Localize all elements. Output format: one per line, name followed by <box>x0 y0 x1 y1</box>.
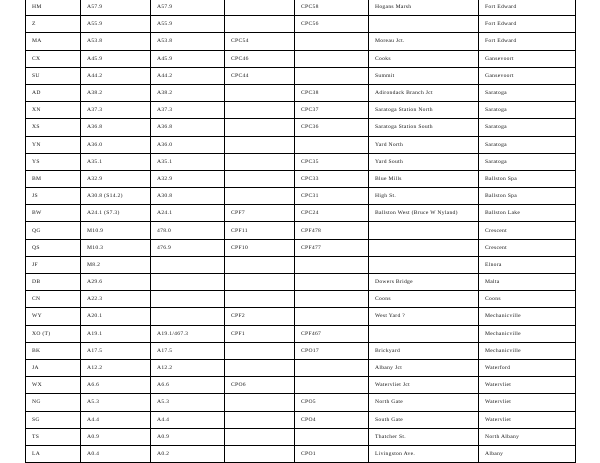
alt-milepost-cell: A24.1 <box>151 205 225 222</box>
table-row <box>26 342 576 359</box>
milepost-cell: A38.2 <box>81 84 151 101</box>
milepost-cell: A17.5 <box>81 342 151 359</box>
code-cell: Z <box>26 16 81 33</box>
milepost-cell: A37.3 <box>81 102 151 119</box>
milepost-cell: A36.8 <box>81 119 151 136</box>
code-cell: WY <box>26 308 81 325</box>
town-cell: Mechanicville <box>479 308 576 325</box>
code-cell: WX <box>26 377 81 394</box>
town-cell: Gansevoort <box>479 67 576 84</box>
town-cell: Mechanicville <box>479 325 576 342</box>
milepost-cell: A45.9 <box>81 50 151 67</box>
location-cell <box>369 256 479 273</box>
alt-milepost-cell: A35.1 <box>151 153 225 170</box>
cp-cell: CPF11 <box>225 222 295 239</box>
milepost-cell: A0.9 <box>81 428 151 445</box>
table-row <box>26 308 576 325</box>
cp-cell <box>225 170 295 187</box>
location-cell: Livingston Ave. <box>369 445 479 462</box>
town-cell: Ballston Spa <box>479 188 576 205</box>
alt-milepost-cell: A57.9 <box>151 0 225 16</box>
alt-milepost-cell <box>151 291 225 308</box>
milepost-cell: A36.0 <box>81 136 151 153</box>
milepost-cell: A35.1 <box>81 153 151 170</box>
alt-milepost-cell: A6.6 <box>151 377 225 394</box>
cp-alt-cell: CPC56 <box>295 16 369 33</box>
town-cell: Mechanicville <box>479 342 576 359</box>
cp-alt-cell <box>295 274 369 291</box>
cp-cell <box>225 274 295 291</box>
table-row <box>26 256 576 273</box>
table-row <box>26 359 576 376</box>
location-cell: Yard South <box>369 153 479 170</box>
cp-cell <box>225 102 295 119</box>
cp-cell <box>225 291 295 308</box>
cp-alt-cell: CPC33 <box>295 170 369 187</box>
code-cell: LA <box>26 445 81 462</box>
town-cell: Crescent <box>479 222 576 239</box>
location-cell: Thatcher St. <box>369 428 479 445</box>
milepost-cell: A57.9 <box>81 0 151 16</box>
cp-alt-cell: CPC37 <box>295 102 369 119</box>
cp-cell: CPF1 <box>225 325 295 342</box>
milepost-cell: A20.1 <box>81 308 151 325</box>
cp-alt-cell: CPC38 <box>295 84 369 101</box>
town-cell: North Albany <box>479 428 576 445</box>
cp-alt-cell <box>295 136 369 153</box>
station-table <box>25 0 576 463</box>
table-row <box>26 136 576 153</box>
table-row <box>26 84 576 101</box>
alt-milepost-cell: A36.0 <box>151 136 225 153</box>
alt-milepost-cell: A44.2 <box>151 67 225 84</box>
code-cell: AD <box>26 84 81 101</box>
town-cell: Malta <box>479 274 576 291</box>
location-cell: High St. <box>369 188 479 205</box>
location-cell: Hogans Marsh <box>369 0 479 16</box>
cp-alt-cell: CPO5 <box>295 394 369 411</box>
town-cell: Watervliet <box>479 377 576 394</box>
location-cell: Ballston West (Bruce W Nyland) <box>369 205 479 222</box>
cp-cell <box>225 0 295 16</box>
code-cell: JA <box>26 359 81 376</box>
code-cell: BW <box>26 205 81 222</box>
cp-cell: CPF2 <box>225 308 295 325</box>
town-cell: Saratoga <box>479 136 576 153</box>
milepost-cell: M10.3 <box>81 239 151 256</box>
cp-cell <box>225 256 295 273</box>
milepost-cell: A4.4 <box>81 411 151 428</box>
location-cell: Watervliet Jct <box>369 377 479 394</box>
table-row <box>26 119 576 136</box>
alt-milepost-cell: A17.5 <box>151 342 225 359</box>
cp-cell <box>225 342 295 359</box>
location-cell <box>369 325 479 342</box>
table-row <box>26 0 576 16</box>
table-row <box>26 411 576 428</box>
table-row <box>26 428 576 445</box>
table-row <box>26 188 576 205</box>
milepost-cell: A0.4 <box>81 445 151 462</box>
cp-cell <box>225 428 295 445</box>
table-row <box>26 325 576 342</box>
code-cell: MA <box>26 33 81 50</box>
location-cell: Coons <box>369 291 479 308</box>
code-cell: XS <box>26 119 81 136</box>
cp-cell <box>225 394 295 411</box>
location-cell <box>369 239 479 256</box>
town-cell: Gansevoort <box>479 50 576 67</box>
location-cell: West Yard ? <box>369 308 479 325</box>
location-cell: Moreau Jct. <box>369 33 479 50</box>
cp-alt-cell <box>295 33 369 50</box>
code-cell: HM <box>26 0 81 16</box>
cp-cell <box>225 153 295 170</box>
alt-milepost-cell: A5.3 <box>151 394 225 411</box>
code-cell: XO (T) <box>26 325 81 342</box>
town-cell: Albany <box>479 445 576 462</box>
cp-cell <box>225 84 295 101</box>
alt-milepost-cell: 476.9 <box>151 239 225 256</box>
location-cell: North Gate <box>369 394 479 411</box>
milepost-cell: A32.9 <box>81 170 151 187</box>
alt-milepost-cell: A38.2 <box>151 84 225 101</box>
milepost-cell: A6.6 <box>81 377 151 394</box>
milepost-cell: A44.2 <box>81 67 151 84</box>
cp-cell: CPC54 <box>225 33 295 50</box>
milepost-cell: A19.1 <box>81 325 151 342</box>
cp-alt-cell: CPC31 <box>295 188 369 205</box>
table-row <box>26 33 576 50</box>
milepost-cell: A30.8 (S14.2) <box>81 188 151 205</box>
alt-milepost-cell: A30.8 <box>151 188 225 205</box>
alt-milepost-cell: A19.1/467.3 <box>151 325 225 342</box>
milepost-cell: A22.3 <box>81 291 151 308</box>
cp-alt-cell <box>295 377 369 394</box>
table-row <box>26 205 576 222</box>
milepost-cell: A12.2 <box>81 359 151 376</box>
table-row <box>26 16 576 33</box>
cp-alt-cell: CPF477 <box>295 239 369 256</box>
code-cell: XN <box>26 102 81 119</box>
town-cell: Crescent <box>479 239 576 256</box>
town-cell: Ballston Spa <box>479 170 576 187</box>
table-row <box>26 153 576 170</box>
milepost-cell: M10.9 <box>81 222 151 239</box>
cp-alt-cell: CPC36 <box>295 119 369 136</box>
cp-alt-cell <box>295 428 369 445</box>
code-cell: QS <box>26 239 81 256</box>
alt-milepost-cell: A53.8 <box>151 33 225 50</box>
town-cell: Saratoga <box>479 102 576 119</box>
cp-cell <box>225 359 295 376</box>
location-cell: Summit <box>369 67 479 84</box>
alt-milepost-cell: A37.3 <box>151 102 225 119</box>
location-cell: Adirondack Branch Jct <box>369 84 479 101</box>
code-cell: CX <box>26 50 81 67</box>
cp-alt-cell <box>295 291 369 308</box>
location-cell: Blue Mills <box>369 170 479 187</box>
town-cell: Waterford <box>479 359 576 376</box>
table-row <box>26 291 576 308</box>
code-cell: SG <box>26 411 81 428</box>
cp-alt-cell <box>295 50 369 67</box>
cp-alt-cell: CPC24 <box>295 205 369 222</box>
table-row <box>26 239 576 256</box>
alt-milepost-cell: A0.9 <box>151 428 225 445</box>
cp-alt-cell <box>295 308 369 325</box>
milepost-cell: A5.3 <box>81 394 151 411</box>
cp-alt-cell <box>295 359 369 376</box>
location-cell: Cooks <box>369 50 479 67</box>
location-cell <box>369 222 479 239</box>
code-cell: QG <box>26 222 81 239</box>
location-cell <box>369 16 479 33</box>
alt-milepost-cell: A45.9 <box>151 50 225 67</box>
alt-milepost-cell: A12.2 <box>151 359 225 376</box>
milepost-cell: A53.8 <box>81 33 151 50</box>
code-cell: DB <box>26 274 81 291</box>
cp-cell <box>225 188 295 205</box>
code-cell: JS <box>26 188 81 205</box>
alt-milepost-cell: A55.9 <box>151 16 225 33</box>
location-cell: Yard North <box>369 136 479 153</box>
cp-cell: CPC46 <box>225 50 295 67</box>
town-cell: Saratoga <box>479 153 576 170</box>
table-row <box>26 377 576 394</box>
cp-alt-cell: CPC35 <box>295 153 369 170</box>
code-cell: BK <box>26 342 81 359</box>
code-cell: JF <box>26 256 81 273</box>
alt-milepost-cell: 478.0 <box>151 222 225 239</box>
code-cell: SU <box>26 67 81 84</box>
alt-milepost-cell <box>151 256 225 273</box>
alt-milepost-cell: A32.9 <box>151 170 225 187</box>
cp-cell: CPF7 <box>225 205 295 222</box>
town-cell: Elnora <box>479 256 576 273</box>
cp-cell <box>225 16 295 33</box>
town-cell: Fort Edward <box>479 0 576 16</box>
location-cell: Saratoga Station North <box>369 102 479 119</box>
code-cell: CN <box>26 291 81 308</box>
cp-cell: CPC44 <box>225 67 295 84</box>
table-row <box>26 222 576 239</box>
table-row <box>26 170 576 187</box>
cp-alt-cell: CPO17 <box>295 342 369 359</box>
cp-cell <box>225 136 295 153</box>
location-cell: Brickyard <box>369 342 479 359</box>
cp-cell <box>225 445 295 462</box>
code-cell: TS <box>26 428 81 445</box>
table-row <box>26 102 576 119</box>
cp-alt-cell: CPC58 <box>295 0 369 16</box>
milepost-cell: M8.2 <box>81 256 151 273</box>
milepost-cell: A29.6 <box>81 274 151 291</box>
town-cell: Saratoga <box>479 84 576 101</box>
cp-alt-cell: CPO4 <box>295 411 369 428</box>
town-cell: Watervliet <box>479 394 576 411</box>
cp-alt-cell: CPO1 <box>295 445 369 462</box>
table-row <box>26 67 576 84</box>
code-cell: BM <box>26 170 81 187</box>
table-row <box>26 445 576 462</box>
table-row <box>26 50 576 67</box>
cp-alt-cell: CPF478 <box>295 222 369 239</box>
code-cell: NG <box>26 394 81 411</box>
cp-alt-cell <box>295 67 369 84</box>
code-cell: YN <box>26 136 81 153</box>
alt-milepost-cell: A4.4 <box>151 411 225 428</box>
town-cell: Ballston Lake <box>479 205 576 222</box>
cp-cell <box>225 119 295 136</box>
alt-milepost-cell <box>151 274 225 291</box>
cp-cell <box>225 411 295 428</box>
table-row <box>26 274 576 291</box>
town-cell: Fort Edward <box>479 16 576 33</box>
town-cell: Watervliet <box>479 411 576 428</box>
cp-cell: CPF10 <box>225 239 295 256</box>
code-cell: YS <box>26 153 81 170</box>
location-cell: Saratoga Station South <box>369 119 479 136</box>
cp-alt-cell <box>295 256 369 273</box>
alt-milepost-cell: A0.2 <box>151 445 225 462</box>
location-cell: Dowers Bridge <box>369 274 479 291</box>
cp-cell: CPO6 <box>225 377 295 394</box>
milepost-cell: A55.9 <box>81 16 151 33</box>
cp-alt-cell: CPF467 <box>295 325 369 342</box>
location-cell: South Gate <box>369 411 479 428</box>
town-cell: Coons <box>479 291 576 308</box>
alt-milepost-cell <box>151 308 225 325</box>
town-cell: Fort Edward <box>479 33 576 50</box>
table-row <box>26 394 576 411</box>
station-table-body <box>26 0 576 463</box>
town-cell: Saratoga <box>479 119 576 136</box>
alt-milepost-cell: A36.8 <box>151 119 225 136</box>
location-cell: Albany Jct <box>369 359 479 376</box>
milepost-cell: A24.1 (S7.3) <box>81 205 151 222</box>
